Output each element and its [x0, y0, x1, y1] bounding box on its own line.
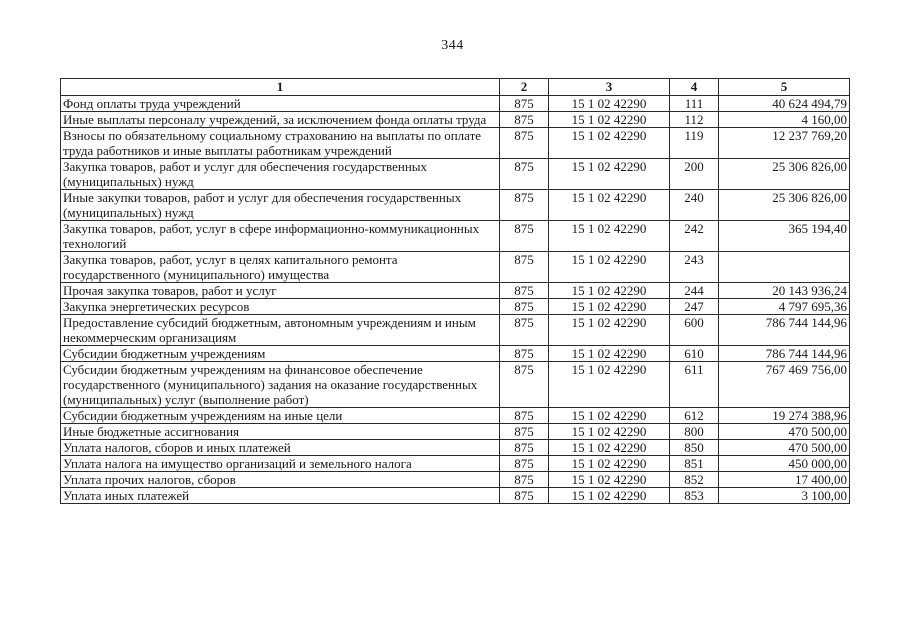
column-header-1: 1	[61, 79, 500, 96]
table-row	[61, 362, 850, 408]
row-target-code-cell: 15 1 02 42290	[549, 408, 670, 424]
column-header-3: 3	[549, 79, 670, 96]
table-row	[61, 252, 850, 283]
row-amount-cell: 40 624 494,79	[719, 96, 850, 112]
table-row	[61, 315, 850, 346]
row-target-code-cell: 15 1 02 42290	[549, 283, 670, 299]
row-amount-cell: 470 500,00	[719, 440, 850, 456]
table-row	[61, 472, 850, 488]
row-ministry-code-cell: 875	[500, 283, 549, 299]
row-expense-type-cell: 240	[670, 190, 719, 221]
table-row	[61, 440, 850, 456]
row-expense-type-cell: 612	[670, 408, 719, 424]
row-name-cell: Уплата налога на имущество организаций и земельного налога	[61, 456, 500, 472]
table-row	[61, 424, 850, 440]
row-ministry-code-cell: 875	[500, 299, 549, 315]
row-name-cell: Предоставление субсидий бюджетным, автономным учреждениям и иным некоммерческим организациям	[61, 315, 500, 346]
row-expense-type-cell: 610	[670, 346, 719, 362]
row-expense-type-cell: 112	[670, 112, 719, 128]
row-name-cell: Уплата иных платежей	[61, 488, 500, 504]
table-row	[61, 159, 850, 190]
row-target-code-cell: 15 1 02 42290	[549, 456, 670, 472]
page-number: 344	[441, 38, 464, 53]
row-target-code-cell: 15 1 02 42290	[549, 440, 670, 456]
row-expense-type-cell: 800	[670, 424, 719, 440]
table-row	[61, 96, 850, 112]
row-target-code-cell: 15 1 02 42290	[549, 128, 670, 159]
row-amount-cell: 25 306 826,00	[719, 159, 850, 190]
table-row	[61, 488, 850, 504]
row-target-code-cell: 15 1 02 42290	[549, 362, 670, 408]
row-ministry-code-cell: 875	[500, 315, 549, 346]
row-name-cell: Прочая закупка товаров, работ и услуг	[61, 283, 500, 299]
row-ministry-code-cell: 875	[500, 408, 549, 424]
row-name-cell: Субсидии бюджетным учреждениям на иные цели	[61, 408, 500, 424]
row-amount-cell	[719, 252, 850, 283]
row-name-cell: Уплата налогов, сборов и иных платежей	[61, 440, 500, 456]
row-amount-cell: 786 744 144,96	[719, 346, 850, 362]
row-ministry-code-cell: 875	[500, 424, 549, 440]
budget-table	[60, 78, 850, 504]
row-target-code-cell: 15 1 02 42290	[549, 252, 670, 283]
row-name-cell: Иные выплаты персоналу учреждений, за исключением фонда оплаты труда	[61, 112, 500, 128]
row-expense-type-cell: 244	[670, 283, 719, 299]
table-row	[61, 283, 850, 299]
row-expense-type-cell: 247	[670, 299, 719, 315]
row-name-cell: Закупка энергетических ресурсов	[61, 299, 500, 315]
row-amount-cell: 470 500,00	[719, 424, 850, 440]
table-row	[61, 408, 850, 424]
row-name-cell: Взносы по обязательному социальному страхованию на выплаты по оплате труда работников и иные выплаты работникам учреждений	[61, 128, 500, 159]
table-row	[61, 221, 850, 252]
row-amount-cell: 4 797 695,36	[719, 299, 850, 315]
row-ministry-code-cell: 875	[500, 440, 549, 456]
table-body	[61, 96, 850, 504]
row-ministry-code-cell: 875	[500, 456, 549, 472]
row-amount-cell: 3 100,00	[719, 488, 850, 504]
table-row	[61, 112, 850, 128]
row-target-code-cell: 15 1 02 42290	[549, 221, 670, 252]
row-amount-cell: 17 400,00	[719, 472, 850, 488]
row-target-code-cell: 15 1 02 42290	[549, 112, 670, 128]
row-ministry-code-cell: 875	[500, 472, 549, 488]
row-amount-cell: 19 274 388,96	[719, 408, 850, 424]
row-target-code-cell: 15 1 02 42290	[549, 315, 670, 346]
row-expense-type-cell: 242	[670, 221, 719, 252]
row-ministry-code-cell: 875	[500, 346, 549, 362]
row-amount-cell: 12 237 769,20	[719, 128, 850, 159]
row-target-code-cell: 15 1 02 42290	[549, 346, 670, 362]
row-target-code-cell: 15 1 02 42290	[549, 299, 670, 315]
row-ministry-code-cell: 875	[500, 252, 549, 283]
row-ministry-code-cell: 875	[500, 112, 549, 128]
row-amount-cell: 365 194,40	[719, 221, 850, 252]
table-row	[61, 128, 850, 159]
row-expense-type-cell: 852	[670, 472, 719, 488]
row-ministry-code-cell: 875	[500, 128, 549, 159]
column-header-2: 2	[500, 79, 549, 96]
row-name-cell: Закупка товаров, работ и услуг для обеспечения государственных (муниципальных) нужд	[61, 159, 500, 190]
row-name-cell: Фонд оплаты труда учреждений	[61, 96, 500, 112]
row-ministry-code-cell: 875	[500, 159, 549, 190]
row-expense-type-cell: 611	[670, 362, 719, 408]
row-name-cell: Закупка товаров, работ, услуг в сфере информационно-коммуникационных технологий	[61, 221, 500, 252]
row-amount-cell: 4 160,00	[719, 112, 850, 128]
row-amount-cell: 786 744 144,96	[719, 315, 850, 346]
row-target-code-cell: 15 1 02 42290	[549, 159, 670, 190]
row-expense-type-cell: 600	[670, 315, 719, 346]
table-row	[61, 190, 850, 221]
row-expense-type-cell: 243	[670, 252, 719, 283]
row-target-code-cell: 15 1 02 42290	[549, 472, 670, 488]
row-amount-cell: 20 143 936,24	[719, 283, 850, 299]
row-ministry-code-cell: 875	[500, 190, 549, 221]
row-ministry-code-cell: 875	[500, 488, 549, 504]
row-name-cell: Субсидии бюджетным учреждениям	[61, 346, 500, 362]
row-expense-type-cell: 853	[670, 488, 719, 504]
row-amount-cell: 25 306 826,00	[719, 190, 850, 221]
row-target-code-cell: 15 1 02 42290	[549, 424, 670, 440]
row-expense-type-cell: 851	[670, 456, 719, 472]
row-target-code-cell: 15 1 02 42290	[549, 488, 670, 504]
table-row	[61, 456, 850, 472]
table-row	[61, 346, 850, 362]
row-ministry-code-cell: 875	[500, 362, 549, 408]
row-target-code-cell: 15 1 02 42290	[549, 190, 670, 221]
row-name-cell: Уплата прочих налогов, сборов	[61, 472, 500, 488]
row-amount-cell: 450 000,00	[719, 456, 850, 472]
row-expense-type-cell: 119	[670, 128, 719, 159]
row-target-code-cell: 15 1 02 42290	[549, 96, 670, 112]
row-expense-type-cell: 200	[670, 159, 719, 190]
row-ministry-code-cell: 875	[500, 221, 549, 252]
row-name-cell: Закупка товаров, работ, услуг в целях капитального ремонта государственного (муниципального) имущества	[61, 252, 500, 283]
row-amount-cell: 767 469 756,00	[719, 362, 850, 408]
table-row	[61, 299, 850, 315]
row-name-cell: Субсидии бюджетным учреждениям на финансовое обеспечение государственного (муниципального) задания на оказание государственных (муниципальных) услуг (выполнение работ)	[61, 362, 500, 408]
row-ministry-code-cell: 875	[500, 96, 549, 112]
column-header-4: 4	[670, 79, 719, 96]
row-name-cell: Иные бюджетные ассигнования	[61, 424, 500, 440]
row-name-cell: Иные закупки товаров, работ и услуг для обеспечения государственных (муниципальных) нужд	[61, 190, 500, 221]
row-expense-type-cell: 111	[670, 96, 719, 112]
column-header-5: 5	[719, 79, 850, 96]
table-header-row	[61, 79, 850, 96]
row-expense-type-cell: 850	[670, 440, 719, 456]
